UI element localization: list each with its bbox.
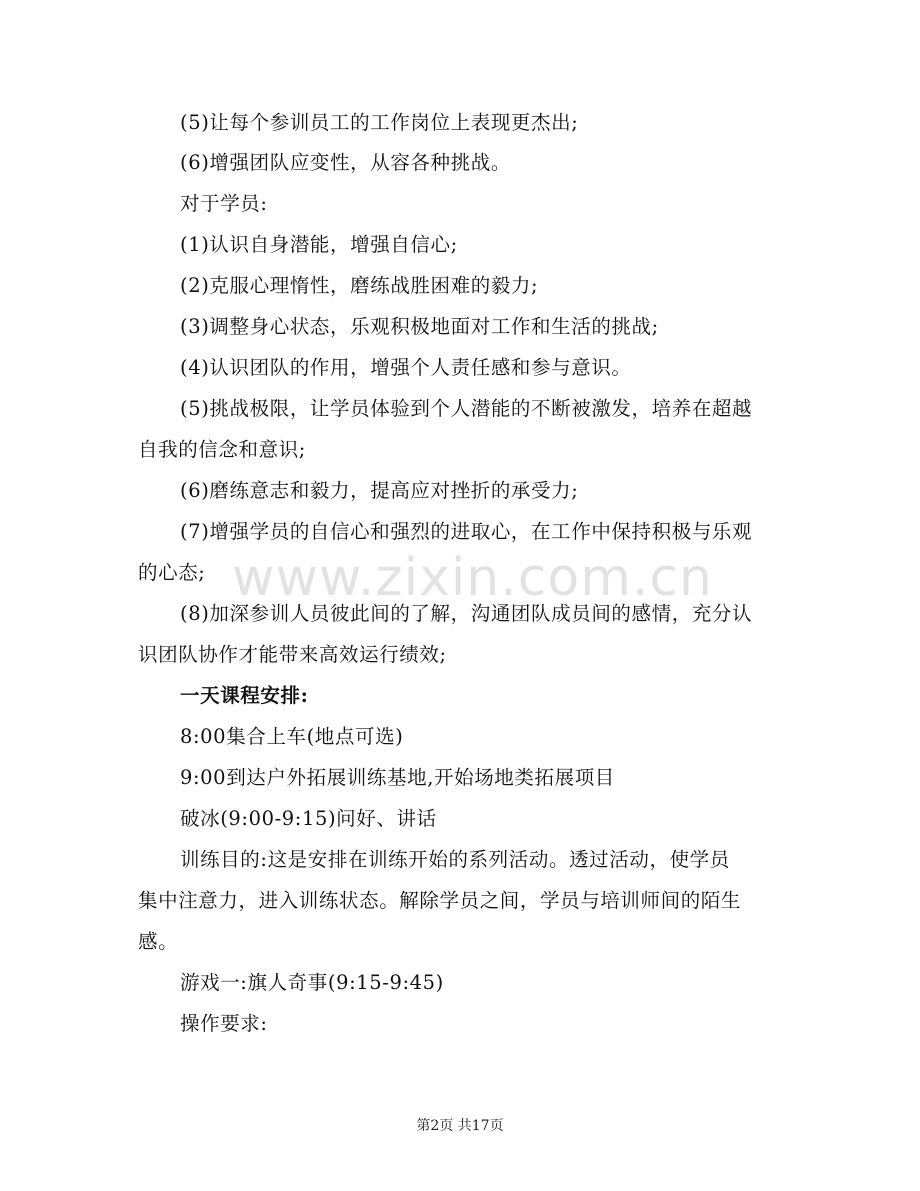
paragraph-line: 训练目的:这是安排在训练开始的系列活动。透过活动，使学员	[180, 848, 730, 871]
paragraph-line: 对于学员:	[180, 192, 268, 215]
paragraph-line: (2)克服心理惰性，磨练战胜困难的毅力;	[180, 274, 539, 297]
paragraph-line: 游戏一:旗人奇事(9:15-9:45)	[180, 971, 444, 994]
section-heading: 一天课程安排:	[180, 684, 309, 707]
paragraph-line: (8)加深参训人员彼此间的了解，沟通团队成员间的感情，充分认	[180, 602, 753, 625]
paragraph-line: 破冰(9:00-9:15)问好、讲话	[180, 807, 437, 830]
watermark: www.zixin.com.cn	[232, 548, 713, 608]
paragraph-line: (7)增强学员的自信心和强烈的进取心，在工作中保持积极与乐观	[180, 520, 753, 543]
paragraph-line: 9:00到达户外拓展训练基地,开始场地类拓展项目	[180, 766, 615, 789]
page-number-footer: 第2页 共17页	[416, 1118, 504, 1134]
paragraph-line: (6)磨练意志和毅力，提高应对挫折的承受力;	[180, 479, 579, 502]
paragraph-line: (3)调整身心状态，乐观积极地面对工作和生活的挑战;	[180, 315, 659, 338]
paragraph-line: 识团队协作才能带来高效运行绩效;	[138, 643, 447, 666]
paragraph-line: 的心态;	[138, 561, 206, 584]
paragraph-line: (5)挑战极限，让学员体验到个人潜能的不断被激发，培养在超越	[180, 397, 753, 420]
paragraph-line: (4)认识团队的作用，增强个人责任感和参与意识。	[180, 356, 632, 379]
paragraph-line: 操作要求:	[180, 1012, 268, 1035]
paragraph-line: (1)认识自身潜能，增强自信心;	[180, 233, 458, 256]
paragraph-line: 自我的信念和意识;	[138, 438, 306, 461]
paragraph-line: 集中注意力，进入训练状态。解除学员之间，学员与培训师间的陌生	[138, 889, 742, 912]
paragraph-line: (6)增强团队应变性，从容各种挑战。	[180, 151, 511, 174]
paragraph-line: 8:00集合上车(地点可选)	[180, 725, 404, 748]
paragraph-line: 感。	[138, 930, 179, 953]
paragraph-line: (5)让每个参训员工的工作岗位上表现更杰出;	[180, 111, 579, 134]
